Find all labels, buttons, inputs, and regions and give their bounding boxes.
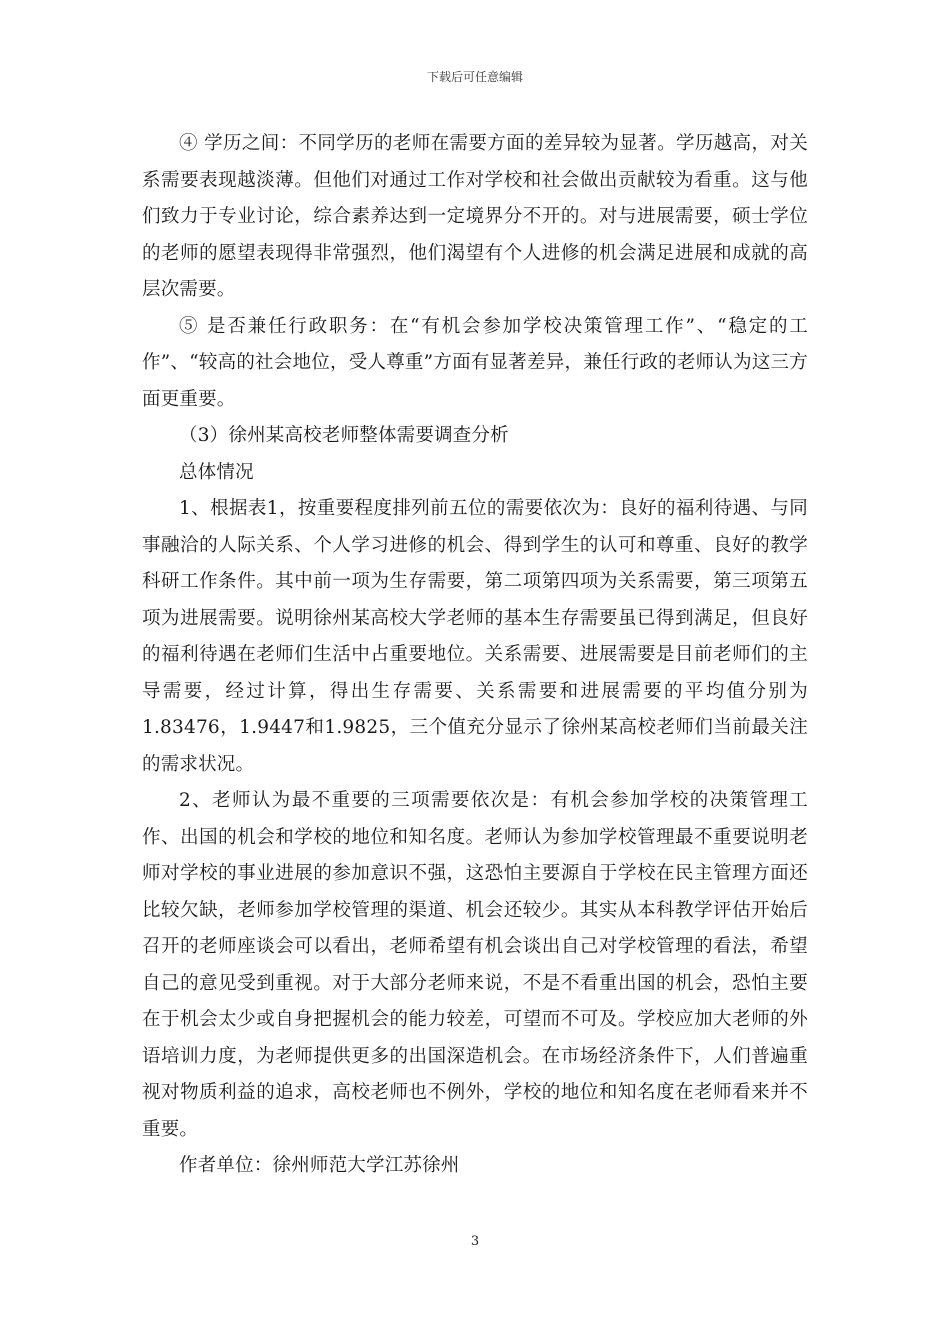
paragraph-admin-position: ⑤ 是否兼任行政职务：在“有机会参加学校决策管理工作”、“稳定的工作”、“较高的社会地位，受人尊重”方面有显著差异，兼任行政的老师认为这三方面更重要。	[142, 315, 808, 410]
subsection-heading: 总体情况	[179, 461, 254, 483]
paragraph-education-level: ④ 学历之间：不同学历的老师在需要方面的差异较为显著。学历越高，对关系需要表现越淡薄。但他们对通过工作对学校和社会做出贡献较为看重。这与他们致力于专业讨论，综合素养达到一定境界分不开的。对与进展需要，硕士学位的老师的愿望表现得非常强烈，他们渴望有个人进修的机会满足进展和成就的高层次需要。	[142, 133, 808, 300]
paragraph-top-five-needs: 1、根据表1，按重要程度排列前五位的需要依次为：良好的福利待遇、与同事融洽的人际关系、个人学习进修的机会、得到学生的认可和尊重、良好的教学科研工作条件。其中前一项为生存需要，第二项第四项为关系需要，第三项第五项为进展需要。说明徐州某高校大学老师的基本生存需要虽已得到满足，但良好的福利待遇在老师们生活中占重要地位。关系需要、进展需要是目前老师们的主导需要，经过计算，得出生存需要、关系需要和进展需要的平均值分别为1.83476，1.9447和1.9825，三个值充分显示了徐州某高校老师们当前最关注的需求状况。	[142, 498, 808, 775]
page-number: 3	[470, 1234, 480, 1249]
author-affiliation: 作者单位：徐州师范大学江苏徐州	[179, 1155, 460, 1176]
header-note: 下载后可任意编辑	[426, 70, 523, 84]
paragraph-least-important-needs: 2、老师认为最不重要的三项需要依次是：有机会参加学校的决策管理工作、出国的机会和学校的地位和知名度。老师认为参加学校管理最不重要说明老师对学校的事业进展的参加意识不强，这恐怕主要源自于学校在民主管理方面还比较欠缺，老师参加学校管理的渠道、机会还较少。其实从本科教学评估开始后召开的老师座谈会可以看出，老师希望有机会谈出自己对学校管理的看法，希望自己的意见受到重视。对于大部分老师来说，不是不看重出国的机会，恐怕主要在于机会太少或自身把握机会的能力较差，可望而不可及。学校应加大老师的外语培训力度，为老师提供更多的出国深造机会。在市场经济条件下，人们普遍重视对物质利益的追求，高校老师也不例外，学校的地位和知名度在老师看来并不重要。	[142, 790, 808, 1140]
section-heading: （3）徐州某高校老师整体需要调查分析	[179, 425, 509, 446]
document-body	[142, 126, 808, 1185]
